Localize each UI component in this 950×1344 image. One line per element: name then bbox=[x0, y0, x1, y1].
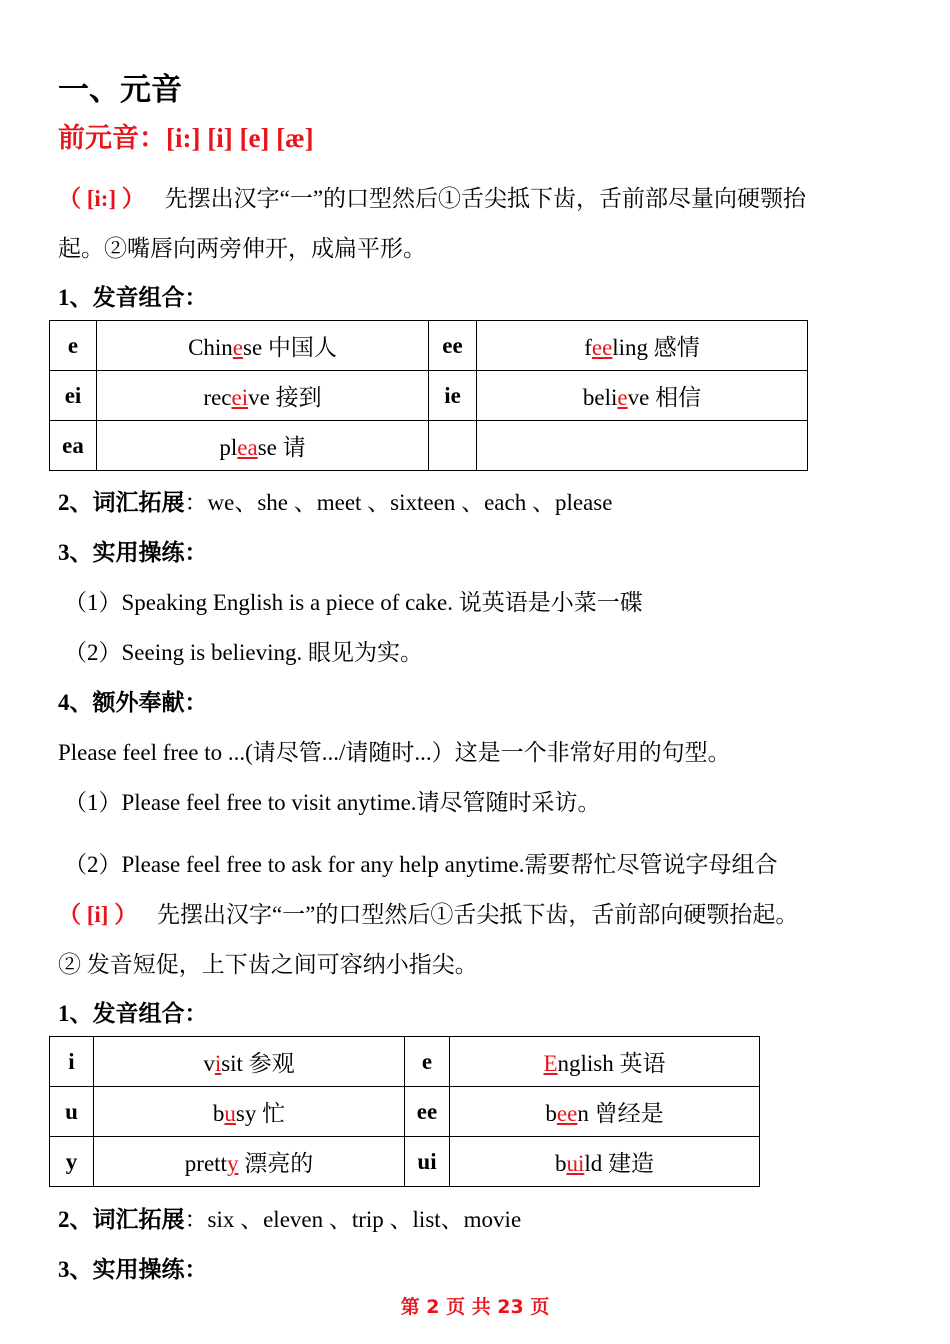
combo-heading: 1、发音组合： bbox=[58, 285, 208, 310]
description-text: 先摆出汉字“一”的口型然后①舌尖抵下齿，舌前部向硬颚抬起。 bbox=[156, 902, 799, 927]
word-suffix: sit 参观 bbox=[221, 1051, 295, 1076]
word-prefix: b bbox=[554, 1151, 567, 1176]
letter-combo-cell: ei bbox=[50, 371, 97, 421]
highlighted-letters: y bbox=[226, 1151, 239, 1176]
letter-combo-cell: e bbox=[50, 321, 97, 371]
example-word-cell bbox=[477, 321, 808, 371]
word-suffix: ve 接到 bbox=[248, 385, 322, 410]
example-word-cell bbox=[450, 1137, 760, 1187]
extra-intro: Please feel free to ...(请尽管.../请随时...）这是一个非常好用的句型。 bbox=[58, 740, 731, 765]
letter-combo-cell bbox=[429, 421, 477, 471]
word-prefix: v bbox=[203, 1051, 215, 1076]
example-word-cell bbox=[477, 421, 808, 471]
extra-item-2: （2）Please feel free to ask for any help anytime.需要帮忙尽管说字母组合 bbox=[64, 852, 778, 877]
letter-combo-cell: ee bbox=[429, 321, 477, 371]
section-subtitle: 前元音：[i:] [i] [e] [æ] bbox=[58, 123, 314, 153]
practice-heading: 3、实用操练： bbox=[58, 1257, 208, 1282]
vocab-heading: 2、词汇拓展 bbox=[58, 490, 185, 515]
example-word-cell bbox=[97, 371, 429, 421]
example-word-cell bbox=[94, 1087, 405, 1137]
highlighted-letters: ea bbox=[237, 435, 258, 460]
example-word-cell bbox=[97, 321, 429, 371]
table-row bbox=[50, 421, 808, 471]
word-prefix: beli bbox=[582, 385, 618, 410]
highlighted-letters: E bbox=[543, 1051, 558, 1076]
extra-item-1: （1）Please feel free to visit anytime.请尽管随时采访。 bbox=[64, 790, 601, 815]
word-suffix: se 请 bbox=[257, 435, 306, 460]
letter-combo-cell: y bbox=[50, 1137, 94, 1187]
example-word-cell bbox=[94, 1037, 405, 1087]
example-word-cell bbox=[450, 1087, 760, 1137]
description-text: 先摆出汉字“一”的口型然后①舌尖抵下齿，舌前部尽量向硬颚抬 bbox=[164, 186, 807, 211]
letter-combo-cell: ea bbox=[50, 421, 97, 471]
highlighted-letters: ui bbox=[566, 1151, 585, 1176]
word-suffix: ve 相信 bbox=[627, 385, 702, 410]
word-suffix: n 曾经是 bbox=[577, 1101, 664, 1126]
word-suffix: nglish 英语 bbox=[557, 1051, 666, 1076]
letter-combo-cell: ie bbox=[429, 371, 477, 421]
phonetic-description-line2: ② 发音短促，上下齿之间可容纳小指尖。 bbox=[58, 952, 478, 977]
word-suffix: ling 感情 bbox=[612, 335, 700, 360]
vocab-words: ：we、she 、meet 、sixteen 、each 、please bbox=[184, 490, 613, 515]
table-row bbox=[50, 371, 808, 421]
letter-combo-cell: e bbox=[405, 1037, 450, 1087]
word-suffix: se 中国人 bbox=[243, 335, 337, 360]
combo-heading: 1、发音组合： bbox=[58, 1001, 208, 1026]
vocab-line bbox=[58, 1201, 521, 1234]
table-row bbox=[50, 1087, 760, 1137]
vocab-heading: 2、词汇拓展 bbox=[58, 1207, 185, 1232]
highlighted-letters: i bbox=[214, 1051, 222, 1076]
word-suffix: sy 忙 bbox=[235, 1101, 286, 1126]
word-suffix: 漂亮的 bbox=[238, 1151, 314, 1176]
practice-heading: 3、实用操练： bbox=[58, 540, 208, 565]
phonetic-symbol: （ [i] ） bbox=[58, 902, 138, 927]
pronunciation-combo-table bbox=[49, 1036, 760, 1187]
word-prefix: Chin bbox=[188, 335, 233, 360]
vocab-line bbox=[58, 484, 612, 517]
page-title: 一、元音 bbox=[58, 72, 182, 107]
highlighted-letters: u bbox=[224, 1101, 236, 1126]
highlighted-letters: ei bbox=[231, 385, 249, 410]
letter-combo-cell: u bbox=[50, 1087, 94, 1137]
table-row bbox=[50, 1037, 760, 1087]
example-word-cell bbox=[477, 371, 808, 421]
phonetic-description-line2: 起。②嘴唇向两旁伸开，成扁平形。 bbox=[58, 236, 426, 261]
phonetic-description-line1 bbox=[58, 180, 806, 213]
word-prefix: b bbox=[545, 1101, 557, 1126]
letter-combo-cell: ee bbox=[405, 1087, 450, 1137]
word-prefix: rec bbox=[203, 385, 232, 410]
word-prefix: prett bbox=[184, 1151, 227, 1176]
vocab-words: ：six 、eleven 、trip 、list、movie bbox=[184, 1207, 522, 1232]
pronunciation-combo-table bbox=[49, 320, 808, 471]
example-word-cell bbox=[97, 421, 429, 471]
extra-heading: 4、额外奉献： bbox=[58, 690, 208, 715]
letter-combo-cell: ui bbox=[405, 1137, 450, 1187]
word-prefix: f bbox=[584, 335, 592, 360]
word-prefix: b bbox=[212, 1101, 225, 1126]
practice-item-2: （2）Seeing is believing. 眼见为实。 bbox=[64, 640, 424, 665]
highlighted-letters: e bbox=[232, 335, 244, 360]
word-prefix: pl bbox=[219, 435, 238, 460]
table-row bbox=[50, 321, 808, 371]
example-word-cell bbox=[94, 1137, 405, 1187]
practice-item-1: （1）Speaking English is a piece of cake. 说英语是小菜一碟 bbox=[64, 590, 643, 615]
phonetic-description-line1 bbox=[58, 896, 798, 929]
highlighted-letters: e bbox=[617, 385, 628, 410]
highlighted-letters: ee bbox=[556, 1101, 578, 1126]
page-footer: 第 2 页 共 23 页 bbox=[400, 1296, 550, 1318]
letter-combo-cell: i bbox=[50, 1037, 94, 1087]
example-word-cell bbox=[450, 1037, 760, 1087]
highlighted-letters: ee bbox=[591, 335, 613, 360]
table-row bbox=[50, 1137, 760, 1187]
word-suffix: ld 建造 bbox=[584, 1151, 655, 1176]
phonetic-symbol: （ [i:] ） bbox=[58, 186, 145, 211]
